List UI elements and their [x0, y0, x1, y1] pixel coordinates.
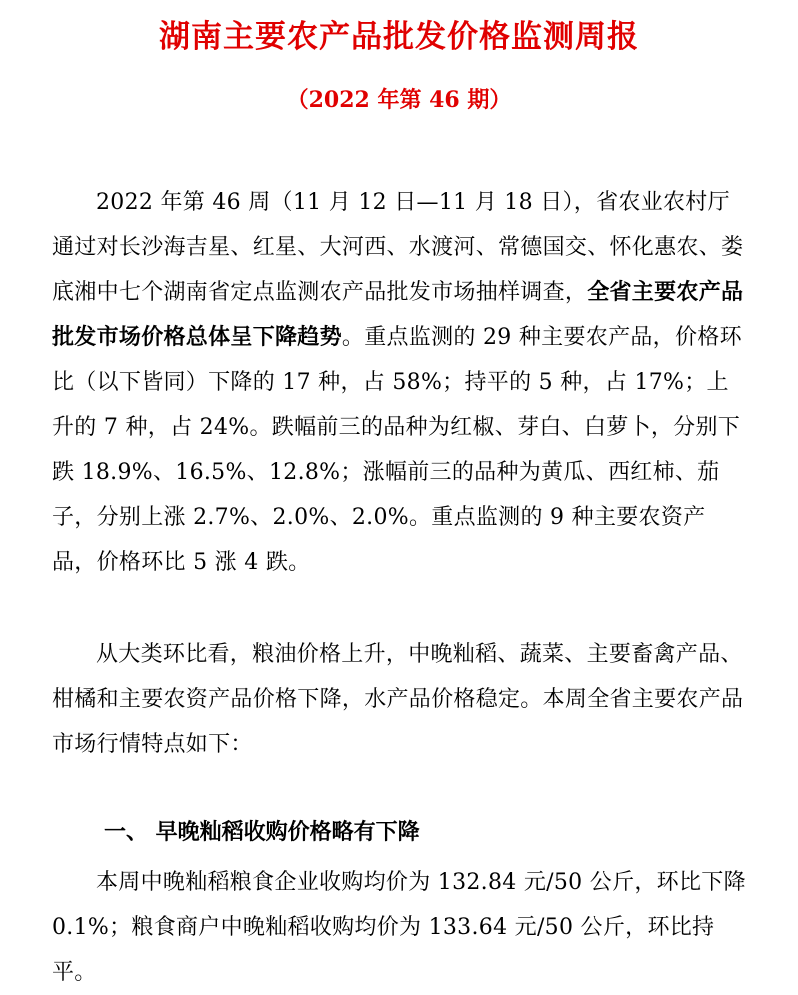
- report-title: 湖南主要农产品批发价格监测周报: [159, 19, 639, 55]
- report-issue-number: （2022 年第 46 期）: [286, 87, 512, 113]
- section-heading-1: 一、 早晚籼稻收购价格略有下降: [104, 819, 420, 845]
- summary-text-intro: 2022 年第 46 周（11 月 12 日—11 月 18 日），省农业农村厅通过对长沙海吉星、红星、大河西、水渡河、常德国交、怀化惠农、娄底湘中七个湖南省定点监测农产品批发市场抽样调查，: [52, 190, 744, 305]
- summary-key-finding: 全省主要农产品批发市场价格总体呈下降趋势: [52, 279, 744, 350]
- category-overview-paragraph: 从大类环比看，粮油价格上升，中晚籼稻、蔬菜、主要畜禽产品、柑橘和主要农资产品价格下降，水产品价格稳定。本周全省主要农产品市场行情特点如下：: [52, 642, 744, 757]
- summary-paragraph: [52, 180, 746, 585]
- rice-price-paragraph: 本周中晚籼稻粮食企业收购均价为 132.84 元/50 公斤，环比下降 0.1%；粮食商户中晚籼稻收购均价为 133.64 元/50 公斤，环比持平。: [52, 870, 746, 985]
- summary-text-details: 。重点监测的 29 种主要农产品，价格环比（以下皆同）下降的 17 种，占 58%；持平的 5 种，占 17%；上升的 7 种，占 24%。跌幅前三的品种为红椒、芽白、白萝卜，分别下跌 18.9%、16.5%、12.8%；涨幅前三的品种为黄瓜、西红柿、茄子，分别上涨 2.7%、2.0%、2.0%。重点监测的 9 种主要农资产品，价格环比 5 涨 4 跌。: [52, 325, 742, 575]
